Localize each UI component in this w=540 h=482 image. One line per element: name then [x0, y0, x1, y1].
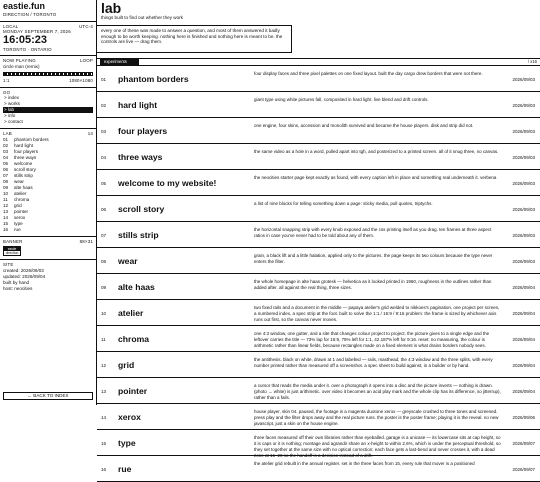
- local-label: LOCAL: [3, 23, 19, 29]
- experiment-date: 2026/09/06: [512, 415, 535, 420]
- lab-item-number: 11: [3, 196, 8, 202]
- lab-item-label: rue: [14, 226, 21, 232]
- experiment-number: 15: [101, 441, 107, 446]
- lab-count: 14: [87, 131, 93, 137]
- lab-list: [3, 137, 93, 233]
- experiment-date: 2026/09/03: [512, 155, 535, 160]
- lab-item-number: 02: [3, 142, 9, 148]
- experiment-name[interactable]: four players: [118, 126, 168, 136]
- site-built: built by hand: [3, 279, 30, 285]
- current-time: 16:05:23: [3, 34, 48, 47]
- site-host: host: neocities: [3, 285, 33, 291]
- lab-label: LAB: [3, 131, 12, 137]
- site-label: SITE: [3, 262, 14, 268]
- playback-progress-bar[interactable]: [3, 72, 93, 76]
- lab-item-label: xerox: [14, 214, 26, 220]
- experiment-row[interactable]: [97, 222, 540, 248]
- experiment-number: 14: [101, 415, 107, 420]
- lab-section: [0, 129, 96, 236]
- timezone-label: UTC-4: [79, 23, 93, 29]
- experiments-count: / x16: [527, 59, 537, 64]
- experiment-description: giant type using white pictures fall, composited in hard light. live blend and drift controls.: [254, 97, 429, 102]
- experiment-number: 16: [101, 467, 107, 472]
- experiment-description: the horizontal snapping strip with every knob exposed and the css printing itself as you drag. ten frames at three aspect ratios in case you've never had to be told about any of them.: [254, 227, 492, 238]
- lab-item-label: grid: [14, 202, 22, 208]
- go-label: GO: [3, 89, 11, 95]
- nav-contact[interactable]: > contact: [4, 119, 23, 125]
- lab-item-number: 12: [3, 202, 9, 208]
- lab-item-label: wear: [14, 178, 24, 184]
- experiment-date: 2026/09/07: [512, 467, 535, 472]
- experiment-name[interactable]: type: [118, 438, 136, 448]
- lab-item-number: 09: [3, 184, 9, 190]
- site-updated: updated: 2026/09/04: [3, 273, 46, 279]
- nav-works[interactable]: > works: [4, 101, 20, 107]
- experiment-number: 10: [101, 311, 107, 316]
- experiment-description: four display faces and three pixel palettes on one fixed layout. built the day cargo drew borders that were not there.: [254, 71, 483, 76]
- current-date: MONDAY SEPTEMBER 7, 2026: [3, 29, 71, 35]
- experiment-row[interactable]: [97, 326, 540, 352]
- now-playing-section: [0, 56, 96, 87]
- site-brand[interactable]: eastie.fun: [3, 1, 46, 11]
- banner-size: 88×31: [79, 238, 93, 244]
- banner-label: BANNER: [3, 238, 23, 244]
- experiment-name[interactable]: phantom borders: [118, 74, 189, 84]
- now-playing-label: NOW PLAYING: [3, 58, 36, 64]
- experiment-number: 01: [101, 77, 107, 82]
- experiment-row[interactable]: [97, 430, 540, 456]
- experiment-date: 2026/09/03: [512, 103, 535, 108]
- experiments-tabbar: [97, 58, 540, 66]
- sidebar: [0, 0, 97, 405]
- location: TORONTO · ONTARIO: [3, 46, 52, 52]
- tab-experiments[interactable]: experiments: [100, 59, 139, 65]
- experiment-name[interactable]: welcome to my website!: [118, 178, 217, 188]
- primary-nav: [3, 95, 93, 125]
- experiment-date: 2026/09/04: [512, 311, 535, 316]
- experiment-date: 2026/09/04: [512, 337, 535, 342]
- lab-item-label: atelier: [14, 190, 27, 196]
- intro-text: every one of these was made to answer a question, and most of them answered it badly enough to be worth keeping. nothing here is finished and nothing here is meant to be. the controls are live — drag them.: [97, 25, 292, 53]
- lab-item-label: pointer: [14, 208, 29, 214]
- experiment-description: grain, a black lift and a little halation, applied only to the pictures. the page keeps its two colours because the type never enters the filter.: [254, 253, 493, 264]
- experiment-date: 2026/09/03: [512, 259, 535, 264]
- experiment-row[interactable]: [97, 196, 540, 222]
- lab-item-number: 04: [3, 154, 9, 160]
- experiment-date: 2026/09/03: [512, 77, 535, 82]
- experiment-date: 2026/09/07: [512, 441, 535, 446]
- lab-item-number: 07: [3, 172, 9, 178]
- experiment-name[interactable]: stills strip: [118, 230, 159, 240]
- experiment-description: three faces measured off their own libraries rather than eyeballed. garage is a unicase — its lowercase sits at cap height, so it is caps or it is nothing; montage and agrandir share an x-height to within 2.6%, which is under the perceptual threshold, so they set together at the same size with no optical correction; each face gets a last-bend and never crosses it, with a dead zone at 16–20 so the handoff is a decision instead of a drift.: [254, 435, 501, 458]
- nav-info[interactable]: > info: [4, 113, 16, 119]
- experiment-number: 04: [101, 155, 107, 160]
- experiment-row[interactable]: [97, 378, 540, 404]
- brand-section: [0, 0, 96, 22]
- experiment-name[interactable]: scroll story: [118, 204, 165, 214]
- brand-subtitle: DIRECTION / TORONTO: [3, 11, 57, 17]
- lab-item-number: 03: [3, 148, 9, 154]
- go-section: [0, 88, 96, 130]
- lab-item-label: phantom borders: [14, 137, 49, 142]
- lab-item-number: 06: [3, 166, 9, 172]
- experiment-row[interactable]: [97, 300, 540, 326]
- lab-item-label: welcome: [14, 160, 33, 166]
- experiments-list: [97, 66, 540, 482]
- lab-item-number: 05: [3, 160, 9, 166]
- experiment-number: 08: [101, 259, 107, 264]
- experiment-number: 12: [101, 363, 107, 368]
- experiment-date: 2026/09/03: [512, 181, 535, 186]
- experiment-row[interactable]: [97, 92, 540, 118]
- experiment-description: a cursor that reads the media under it. over a photograph it opens into a disc and the picture inverts — nothing is drawn. (photo → white) is just arithmetic. over video it becomes an acid play mark and the whole clip has its difference, so jitterrup), rather than a fails.: [254, 383, 501, 400]
- lab-item-number: 16: [3, 226, 9, 232]
- experiment-row[interactable]: [97, 404, 540, 430]
- experiment-row[interactable]: [97, 274, 540, 300]
- experiment-row[interactable]: [97, 352, 540, 378]
- experiment-description: house player, skin 04. paused, the footage is a magenta duotone xerox — greyscale crushed to three tones and screened. press play and the filter drops away and the real picture runs. the poster is the poster frame; playing it is the reveal. no new javascript, just a skin on the house engine.: [254, 409, 499, 426]
- experiment-name[interactable]: rue: [118, 464, 132, 474]
- experiment-row[interactable]: [97, 170, 540, 196]
- experiment-row[interactable]: [97, 66, 540, 92]
- experiment-number: 03: [101, 129, 107, 134]
- nav-lab[interactable]: > lab: [3, 107, 93, 113]
- experiment-name[interactable]: hard light: [118, 100, 158, 110]
- track-resolution: 1080×1080: [69, 78, 93, 83]
- experiment-date: 2026/09/03: [512, 233, 535, 238]
- experiment-number: 02: [101, 103, 107, 108]
- experiment-row[interactable]: [97, 248, 540, 274]
- page-title: lab: [101, 0, 122, 16]
- lab-item-number: 14: [3, 214, 9, 220]
- lab-item-number: 15: [3, 220, 9, 226]
- lab-item-label: stills strip: [14, 172, 33, 178]
- clock-section: [0, 22, 96, 57]
- banner-section: [0, 237, 96, 261]
- lab-item-number: 01: [3, 137, 9, 142]
- experiment-description: two fixed rails and a document in the middle — papaya atelier's grid welded to nikkoes's pagination, one project per screen, a numbered index, a spec strip at the foot. built to solve the 1:1 / 16:9 / 9:16 problem: the frame is sized by whichever axis runs out first, so the canvas never moves.: [254, 305, 500, 322]
- experiment-description: the neocities starter page kept exactly as found, with every caption left in place and something real underneath it. verbena: [254, 175, 497, 180]
- experiment-name[interactable]: pointer: [118, 386, 148, 396]
- lab-item-number: 08: [3, 178, 9, 184]
- experiment-row[interactable]: [97, 456, 540, 482]
- experiment-row[interactable]: [97, 144, 540, 170]
- page-subtitle: things built to find out whether they work: [101, 15, 183, 20]
- experiment-name[interactable]: atelier: [118, 308, 144, 318]
- lab-item-label: alte haas: [14, 184, 33, 190]
- experiment-date: 2026/09/04: [512, 285, 535, 290]
- experiment-date: 2026/09/04: [512, 389, 535, 394]
- experiment-name[interactable]: grid: [118, 360, 135, 370]
- main-content: [97, 0, 540, 474]
- banner-top-text: eastie: [7, 247, 17, 252]
- banner-bottom-text: direction: [5, 251, 19, 256]
- site-created: created: 2026/09/03: [3, 267, 44, 273]
- experiment-row[interactable]: [97, 118, 540, 144]
- back-to-index-button[interactable]: ← BACK TO INDEX: [3, 392, 93, 400]
- experiment-name[interactable]: three ways: [118, 152, 163, 162]
- lab-item-label: chroma: [14, 196, 30, 202]
- experiment-date: 2026/09/03: [512, 207, 535, 212]
- experiment-number: 09: [101, 285, 107, 290]
- experiment-description: the antithesis. black on white, drawn at 1 and labelled — rails, masthead, the 4:3 window and the three splits, with every number printed rather than measured off a screenshot. a spec sheet to build against, in a builder or by hand.: [254, 357, 493, 368]
- experiment-description: the atelier grid rebuilt in the annual register. set in the three faces from 15, every rule that mover is a positioned: [254, 461, 475, 466]
- lab-item-label: type: [14, 220, 23, 226]
- track-aspect: 1:1: [3, 78, 10, 83]
- experiment-description: one engine, four skins, accession and monolith survived and became the house players. disk and strip did not.: [254, 123, 474, 128]
- loop-toggle[interactable]: LOOP: [79, 58, 93, 64]
- experiment-description: the whole homepage in alte haas grotesk — helvetica as it looked printed in 1960, roughness in the outlines rather than added after. all against the real thing, three sizes.: [254, 279, 492, 290]
- experiment-name[interactable]: xerox: [118, 412, 141, 422]
- experiment-name[interactable]: wear: [118, 256, 138, 266]
- track-title: circle man (remix): [3, 64, 40, 70]
- experiment-description: a list of nine blocks for telling something down a page: sticky media, pull quotes, triptychs.: [254, 201, 433, 206]
- experiment-number: 05: [101, 181, 107, 186]
- lab-list-item[interactable]: [3, 227, 93, 233]
- experiment-name[interactable]: chroma: [118, 334, 150, 344]
- nav-index[interactable]: > index: [4, 95, 19, 101]
- lab-item-number: 13: [3, 208, 9, 214]
- lab-item-label: three ways: [14, 154, 37, 160]
- lab-item-label: four players: [14, 148, 39, 154]
- lab-item-number: 10: [3, 190, 9, 196]
- lab-item-label: hard light: [14, 142, 33, 148]
- experiment-description: the same video as a hole in a word, pulled apart into tgh, and posterized to a printed screen. all of it snug three, no canvas.: [254, 149, 499, 154]
- lab-item-label: scroll story: [14, 166, 36, 172]
- experiment-number: 07: [101, 233, 107, 238]
- experiment-date: 2026/09/03: [512, 129, 535, 134]
- experiment-number: 13: [101, 389, 107, 394]
- experiment-date: 2026/09/04: [512, 363, 535, 368]
- experiment-description: one 4:3 window, one gutter, and a site that changes colour project to project. the picture gives to a single edge and the leftover carries the title — 73% lap for 16:9, 75% left for 1:1, 42.187% left for 9:16. reset: no measuring, the colour is arithmetic rather than linear fields, because rectangles made on a fixed element is what drains borders nobody sees.: [254, 331, 490, 348]
- experiment-number: 11: [101, 337, 106, 342]
- site-banner[interactable]: [3, 246, 21, 256]
- experiment-name[interactable]: alte haas: [118, 282, 155, 292]
- experiment-number: 06: [101, 207, 107, 212]
- site-section: [0, 260, 96, 295]
